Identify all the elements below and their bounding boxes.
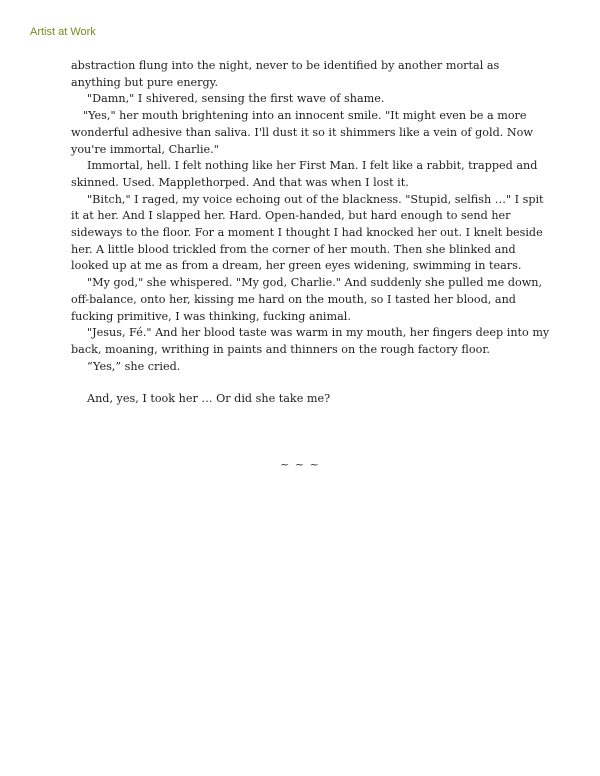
paragraph: "Damn," I shivered, sensing the first wave of shame.	[87, 92, 385, 106]
section-divider: ~ ~ ~	[280, 458, 320, 471]
paragraph: Immortal, hell. I felt nothing like her First Man. I felt like a rabbit, trapped and skinned. Used. Mapplethorped. And that was when I lost it.	[71, 159, 538, 189]
paragraph: “Yes,” she cried.	[87, 359, 181, 373]
running-header: Artist at Work	[30, 26, 96, 38]
paragraph: abstraction flung into the night, never to be identified by another mortal as anything but pure energy.	[71, 59, 500, 89]
paragraph: "Bitch," I raged, my voice echoing out of the blackness. "Stupid, selfish …" I spit it at her. And I slapped her. Hard. Open-handed, but hard enough to send her sideways to the floor. For a moment I thought I had knocked her out. I knelt beside her. A little blood trickled from the corner of her mouth. Then she blinked and looked up at me as from a dream, her green eyes widening, swimming in tears.	[71, 192, 544, 273]
paragraph: And, yes, I took her … Or did she take me?	[87, 392, 331, 406]
paragraph: "My god," she whispered. "My god, Charlie." And suddenly she pulled me down, off-balance, onto her, kissing me hard on the mouth, so I tasted her blood, and fucking primitive, I was thinking, fucking animal.	[71, 276, 543, 323]
paragraph: "Yes," her mouth brightening into an innocent smile. "It might even be a more wonderful adhesive than saliva. I'll dust it so it shimmers like a vein of gold. Now you're immortal, Charlie."	[71, 109, 533, 156]
paragraph: "Jesus, Fé." And her blood taste was warm in my mouth, her fingers deep into my back, moaning, writhing in paints and thinners on the rough factory floor.	[71, 326, 550, 356]
story-text	[71, 58, 551, 408]
